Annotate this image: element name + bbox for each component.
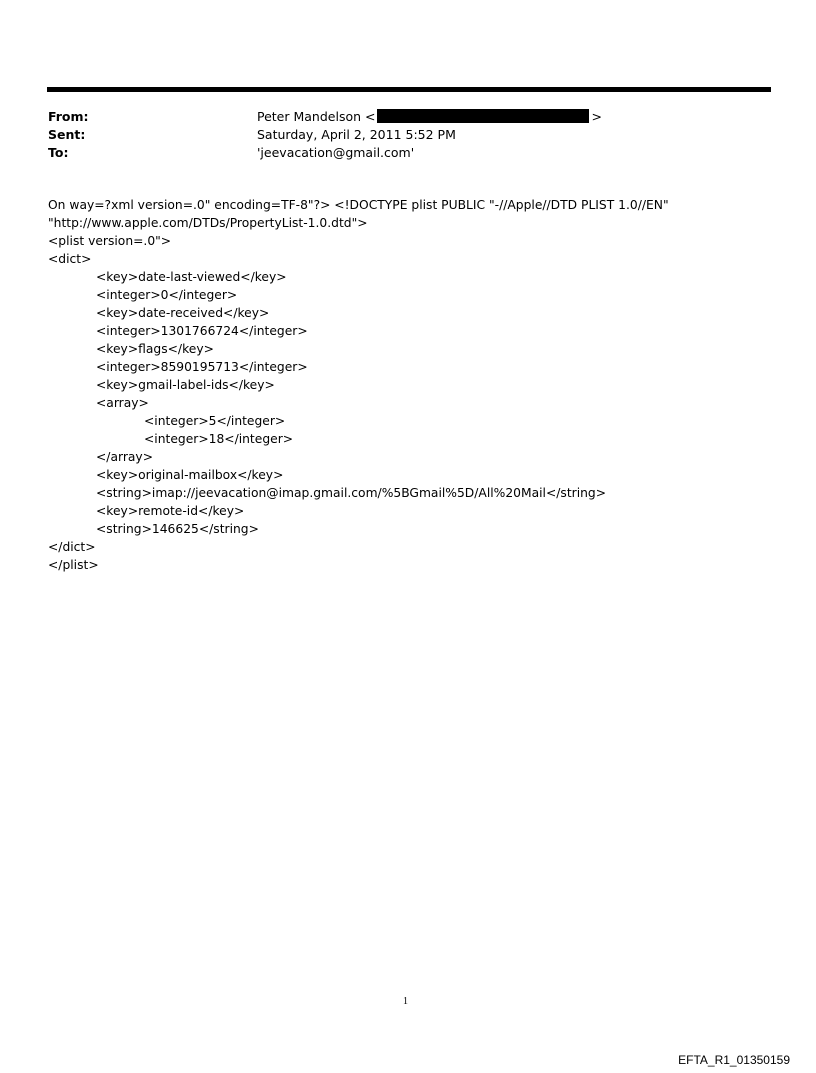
body-line: <key>flags</key> — [96, 342, 214, 356]
body-line: "http://www.apple.com/DTDs/PropertyList-1.0.dtd"> — [48, 216, 368, 230]
from-name: Peter Mandelson < — [257, 109, 376, 124]
header-rule — [47, 87, 771, 92]
body-line: <key>remote-id</key> — [96, 504, 245, 518]
body-line: <key>original-mailbox</key> — [96, 468, 284, 482]
from-close: > — [591, 109, 602, 124]
sent-value: Saturday, April 2, 2011 5:52 PM — [257, 127, 456, 142]
body-line: <dict> — [48, 252, 92, 266]
body-line: <plist version=.0"> — [48, 234, 172, 248]
body-line: <string>imap://jeevacation@imap.gmail.com/%5BGmail%5D/All%20Mail</string> — [96, 486, 607, 500]
body-line: </dict> — [48, 540, 96, 554]
body-line: <integer>5</integer> — [144, 414, 286, 428]
body-line: </array> — [96, 450, 153, 464]
to-label: To: — [48, 145, 69, 160]
body-line: </plist> — [48, 558, 99, 572]
page-number: 1 — [403, 996, 408, 1007]
body-line: <integer>18</integer> — [144, 432, 294, 446]
body-line: On way=?xml version=.0" encoding=TF-8"?> <!DOCTYPE plist PUBLIC "-//Apple//DTD PLIST 1.0//EN" — [48, 198, 669, 212]
body-line: <key>date-last-viewed</key> — [96, 270, 287, 284]
body-line: <key>date-received</key> — [96, 306, 270, 320]
from-label: From: — [48, 109, 89, 124]
document-id: EFTA_R1_01350159 — [678, 1053, 790, 1067]
from-value — [257, 109, 602, 125]
body-line: <integer>0</integer> — [96, 288, 238, 302]
body-line: <integer>1301766724</integer> — [96, 324, 308, 338]
body-line: <key>gmail-label-ids</key> — [96, 378, 275, 392]
sent-label: Sent: — [48, 127, 86, 142]
body-line: <integer>8590195713</integer> — [96, 360, 308, 374]
body-line: <string>146625</string> — [96, 522, 259, 536]
body-line: <array> — [96, 396, 149, 410]
message-body — [48, 196, 788, 574]
redaction-block — [377, 109, 589, 123]
to-value: 'jeevacation@gmail.com' — [257, 145, 415, 160]
